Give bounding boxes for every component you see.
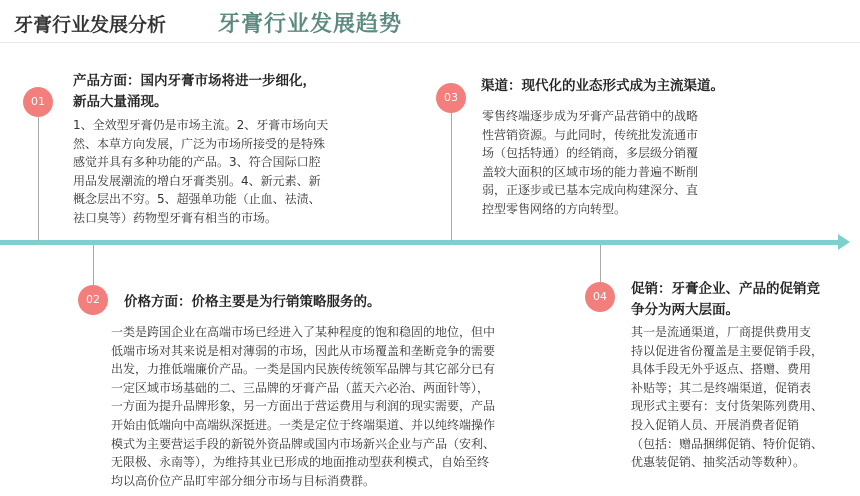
section-body-channel bbox=[482, 107, 698, 219]
section-heading-channel bbox=[481, 76, 724, 97]
title-divider bbox=[0, 42, 860, 43]
body-line: 补贴等；其二是终端渠道，促销表 bbox=[631, 380, 812, 395]
section-heading-price bbox=[124, 292, 381, 313]
body-line: 优惠装促销、抽奖活动等数种）。 bbox=[631, 455, 806, 470]
body-line: 控型零售网络的方向转型。 bbox=[482, 201, 627, 216]
body-line: 模式为主要营运手段的新锐外资品牌或国内市场新兴企业与产品（安利、 bbox=[111, 436, 496, 451]
body-line: 祛口臭等）药物型牙膏有相当的市场。 bbox=[73, 210, 278, 225]
section-number-badge: 04 bbox=[585, 282, 615, 312]
body-line: 用品发展潮流的增白牙膏类别。4、新元素、新 bbox=[73, 173, 321, 188]
heading-line: 争分为两大层面。 bbox=[631, 302, 739, 318]
connector-line-03 bbox=[451, 112, 452, 241]
body-line: 1、全效型牙膏仍是市场主流。2、牙膏市场向天 bbox=[73, 118, 329, 132]
body-line: 感觉并具有多种功能的产品。3、符合国际口腔 bbox=[73, 155, 321, 170]
body-line: 一方面为提升品牌形象，另一方面出于营运费用与利润的现实需要，产品 bbox=[111, 399, 496, 414]
body-line: 现形式主要有：支付货架陈列费用、 bbox=[631, 399, 824, 414]
body-line: 一类是跨国企业在高端市场已经进入了某种程度的饱和稳固的地位，但中 bbox=[111, 325, 496, 339]
connector-line-02 bbox=[93, 245, 94, 289]
heading-line: 价格方面：价格主要是为行销策略服务的。 bbox=[124, 294, 381, 310]
section-number-badge: 03 bbox=[436, 83, 466, 113]
body-line: 投入促销人员、开展消费者促销 bbox=[631, 417, 800, 432]
body-line: 持以促进省份覆盖是主要促销手段， bbox=[631, 343, 824, 358]
section-body-product bbox=[73, 116, 328, 228]
section-body-promotion bbox=[631, 323, 823, 472]
timeline-bar bbox=[0, 240, 842, 245]
body-line: 弱，正逐步或已基本完成向构建深分、直 bbox=[482, 183, 699, 198]
body-line: 其一是流通渠道，厂商提供费用支 bbox=[631, 325, 812, 339]
body-line: 概念层出不穷。5、超强单功能（止血、祛渍、 bbox=[73, 192, 321, 207]
body-line: 零售终端逐步成为牙膏产品营销中的战略 bbox=[482, 109, 699, 123]
heading-line: 新品大量涌现。 bbox=[73, 94, 168, 110]
body-line: 开始由低端向中高端纵深挺进。一类是定位于终端渠道、并以纯终端操作 bbox=[111, 417, 496, 432]
section-number-badge: 02 bbox=[78, 285, 108, 315]
connector-line-01 bbox=[38, 117, 39, 241]
body-line: 低端市场对其来说是相对薄弱的市场，因此从市场覆盖和垄断竞争的需要 bbox=[111, 343, 496, 358]
body-line: 均以高价位产品盯牢部分细分市场与目标消费群。 bbox=[111, 473, 376, 488]
section-body-price bbox=[111, 323, 495, 490]
heading-line: 产品方面：国内牙膏市场将进一步细化， bbox=[73, 73, 316, 89]
heading-line: 促销：牙膏企业、产品的促销竞 bbox=[631, 281, 820, 297]
connector-line-04 bbox=[600, 245, 601, 285]
body-line: 盖较大面积的区域市场的能力普遍不断削 bbox=[482, 164, 699, 179]
heading-line: 渠道：现代化的业态形式成为主流渠道。 bbox=[481, 78, 724, 94]
timeline-arrow-icon bbox=[838, 234, 850, 250]
section-heading-product bbox=[73, 71, 316, 113]
body-line: 出发，力推低端廉价产品。一类是国内民族传统领军品牌与其它部分已有 bbox=[111, 362, 496, 377]
section-number-badge: 01 bbox=[23, 87, 53, 117]
sub-title: 牙膏行业发展趋势 bbox=[218, 12, 403, 37]
body-line: 然、本草方向发展，广泛为市场所接受的是特殊 bbox=[73, 136, 326, 151]
body-line: 性营销资源。与此同时，传统批发流通市 bbox=[482, 127, 699, 142]
body-line: 一定区域市场基础的二、三品牌的牙膏产品（蓝天六必治、两面针等）， bbox=[111, 380, 490, 395]
body-line: 场（包括特通）的经销商，多层级分销覆 bbox=[482, 146, 699, 161]
body-line: 无限极、永南等），为维持其业已形成的地面推动型获利模式，自始至终 bbox=[111, 455, 490, 470]
section-heading-promotion bbox=[631, 279, 820, 321]
main-title: 牙膏行业发展分析 bbox=[14, 14, 167, 36]
body-line: （包括：赠品捆绑促销、特价促销、 bbox=[631, 436, 824, 451]
body-line: 具体手段无外乎返点、搭赠、费用 bbox=[631, 362, 812, 377]
